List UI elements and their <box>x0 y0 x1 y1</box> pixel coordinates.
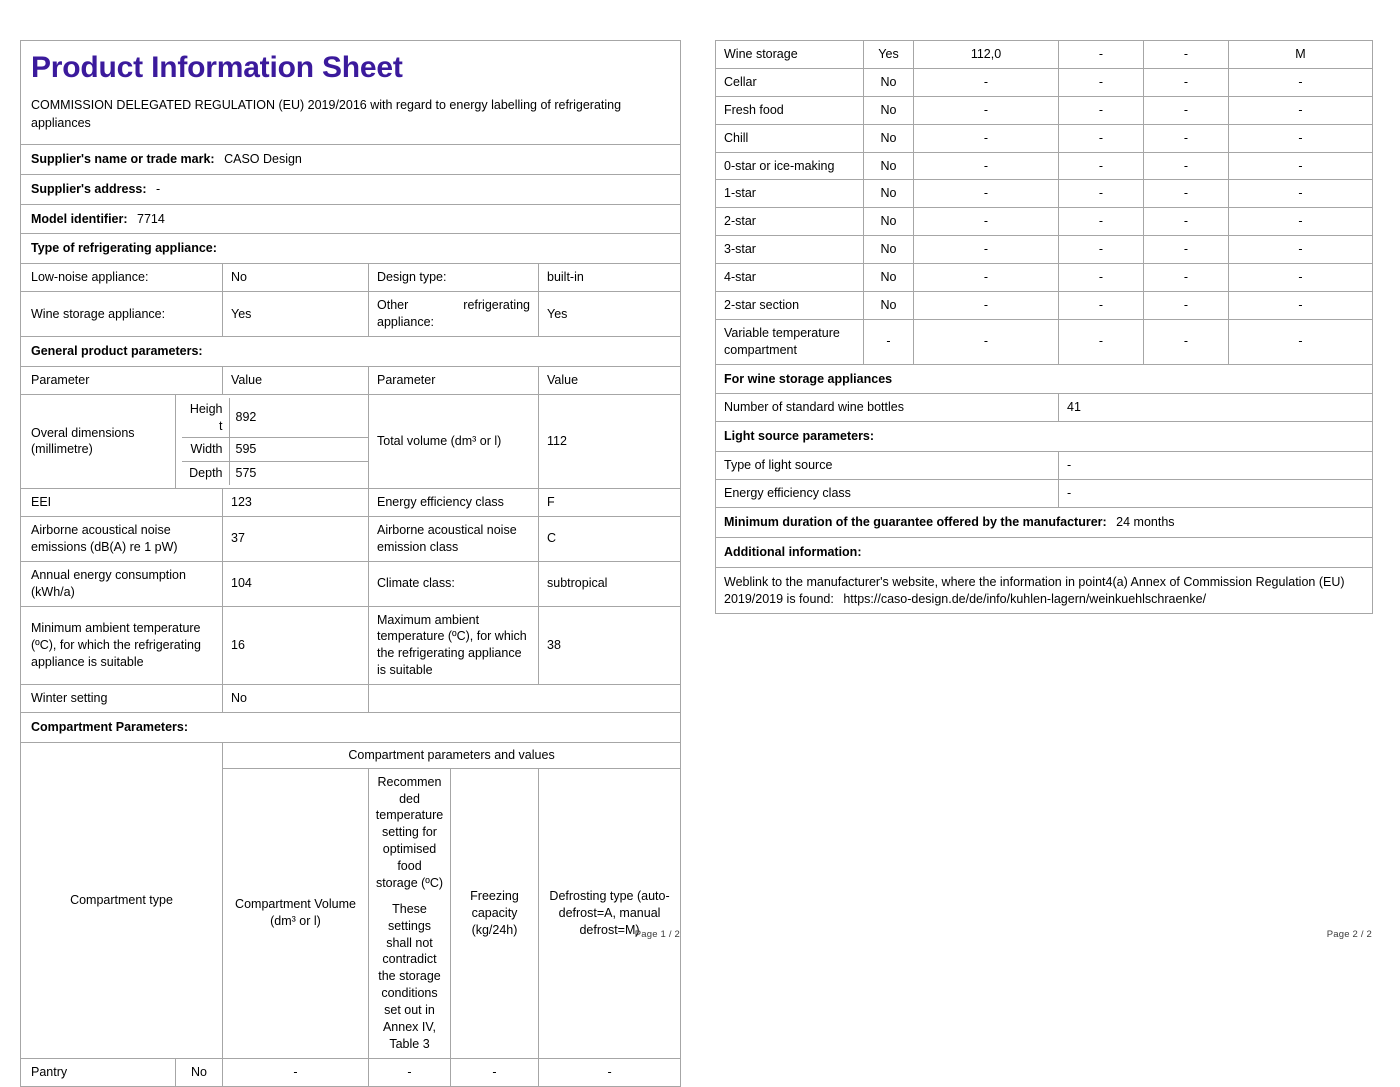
compartment-defrost-cellar: - <box>1229 68 1373 96</box>
compartment-present-2-star: No <box>864 208 914 236</box>
compartment-type-chill: Chill <box>716 124 864 152</box>
compartment-temperature-variable-temperature: - <box>1059 319 1144 364</box>
compartment-freezing-4-star: - <box>1144 264 1229 292</box>
compartment-type-pantry: Pantry <box>21 1058 176 1086</box>
weblink-url[interactable]: https://caso-design.de/de/info/kuhlen-lagern/weinkuehlschraenke/ <box>843 591 1207 606</box>
compartment-type-cellar: Cellar <box>716 68 864 96</box>
light-source-type-value: - <box>1059 452 1373 480</box>
winter-setting-value: No <box>223 685 369 713</box>
compartment-freezing-variable-temperature: - <box>1144 319 1229 364</box>
compartment-defrost-2-star-section: - <box>1229 291 1373 319</box>
noise-class-label: Airborne acoustical noise emission class <box>369 517 539 562</box>
compartment-freezing-pantry: - <box>451 1058 539 1086</box>
additional-info-header-row <box>716 537 1373 567</box>
table-row <box>716 291 1373 319</box>
max-ambient-temp-label: Maximum ambient temperature (ºC), for which the refrigerating appliance is suitable <box>369 606 539 685</box>
additional-info-header: Additional information: <box>716 537 1373 567</box>
page-2-table <box>715 40 1373 614</box>
compartment-type-3-star: 3-star <box>716 236 864 264</box>
compartment-present-pantry: No <box>176 1058 223 1086</box>
compartment-volume-wine-storage: 112,0 <box>914 41 1059 69</box>
compartment-temperature-2-star-section: - <box>1059 291 1144 319</box>
winter-setting-row <box>21 685 681 713</box>
model-identifier-label: Model identifier: <box>31 211 128 226</box>
guarantee-value: 24 months <box>1116 514 1175 529</box>
compartment-present-3-star: No <box>864 236 914 264</box>
compartment-defrost-fresh-food: - <box>1229 96 1373 124</box>
compartment-freezing-2-star: - <box>1144 208 1229 236</box>
low-noise-label: Low-noise appliance: <box>21 264 223 292</box>
compartment-defrost-1-star: - <box>1229 180 1373 208</box>
ambient-temperature-row <box>21 606 681 685</box>
low-noise-value: No <box>223 264 369 292</box>
supplier-name-cell <box>21 144 681 174</box>
max-ambient-temp-value: 38 <box>539 606 681 685</box>
weblink-cell <box>716 567 1373 614</box>
compartment-volume-column-header: Compartment Volume (dm³ or l) <box>223 768 369 1058</box>
appliance-type-header: Type of refrigerating appliance: <box>21 234 681 264</box>
supplier-address-value: - <box>156 181 161 196</box>
annual-energy-value: 104 <box>223 561 369 606</box>
compartment-temperature-0-star: - <box>1059 152 1144 180</box>
noise-emissions-value: 37 <box>223 517 369 562</box>
light-source-section-header: Light source parameters: <box>716 422 1373 452</box>
dimension-row-depth <box>182 462 375 485</box>
compartment-volume-4-star: - <box>914 264 1059 292</box>
winter-setting-empty <box>369 685 681 713</box>
compartment-type-2-star: 2-star <box>716 208 864 236</box>
footer-page-1: Page 1 / 2 <box>634 929 680 940</box>
compartment-type-1-star: 1-star <box>716 180 864 208</box>
dimensions-subtable <box>182 398 375 486</box>
compartment-type-2-star-section: 2-star section <box>716 291 864 319</box>
table-row <box>716 124 1373 152</box>
freezing-capacity-column-header: Freezing capacity (kg/24h) <box>451 768 539 1058</box>
design-type-label: Design type: <box>369 264 539 292</box>
table-row <box>21 1058 681 1086</box>
compartment-temperature-wine-storage: - <box>1059 41 1144 69</box>
supplier-address-cell <box>21 174 681 204</box>
col-header-parameter-2: Parameter <box>369 366 539 394</box>
compartment-volume-3-star: - <box>914 236 1059 264</box>
compartment-freezing-0-star: - <box>1144 152 1229 180</box>
table-row <box>716 319 1373 364</box>
compartment-freezing-2-star-section: - <box>1144 291 1229 319</box>
dimensions-label: Overal dimensions (millimetre) <box>21 394 176 489</box>
compartment-temperature-2-star: - <box>1059 208 1144 236</box>
table-row <box>716 264 1373 292</box>
col-header-value-1: Value <box>223 366 369 394</box>
compartment-present-wine-storage: Yes <box>864 41 914 69</box>
compartment-present-0-star: No <box>864 152 914 180</box>
dimension-name-depth: Depth <box>182 462 229 485</box>
light-source-section-row <box>716 422 1373 452</box>
min-ambient-temp-label: Minimum ambient temperature (ºC), for which the refrigerating appliance is suitable <box>21 606 223 685</box>
temperature-header-line-2: These settings shall not contradict the storage conditions set out in Annex IV, Table 3 <box>378 901 441 1051</box>
compartment-type-fresh-food: Fresh food <box>716 96 864 124</box>
other-appliance-label: Other refrigerating appliance: <box>369 292 539 337</box>
compartment-defrost-4-star: - <box>1229 264 1373 292</box>
table-row <box>716 68 1373 96</box>
compartment-defrost-chill: - <box>1229 124 1373 152</box>
wine-bottles-row <box>716 394 1373 422</box>
compartment-group-header: Compartment parameters and values <box>223 742 681 768</box>
supplier-name-row <box>21 144 681 174</box>
compartment-freezing-chill: - <box>1144 124 1229 152</box>
compartment-freezing-3-star: - <box>1144 236 1229 264</box>
total-volume-label: Total volume (dm³ or l) <box>369 394 539 489</box>
table-row <box>716 180 1373 208</box>
supplier-address-label: Supplier's address: <box>31 181 147 196</box>
appliance-type-row-2 <box>21 292 681 337</box>
compartment-type-column-header: Compartment type <box>21 742 223 1058</box>
model-identifier-cell <box>21 204 681 234</box>
compartment-volume-2-star-section: - <box>914 291 1059 319</box>
title-row <box>21 41 681 145</box>
compartment-volume-chill: - <box>914 124 1059 152</box>
wine-storage-section-header: For wine storage appliances <box>716 364 1373 394</box>
guarantee-label: Minimum duration of the guarantee offered by the manufacturer: <box>724 514 1107 529</box>
page-title: Product Information Sheet <box>31 51 403 84</box>
compartment-temperature-pantry: - <box>369 1058 451 1086</box>
model-identifier-value: 7714 <box>137 211 165 226</box>
light-source-class-row <box>716 480 1373 508</box>
compartment-volume-fresh-food: - <box>914 96 1059 124</box>
compartment-defrost-pantry: - <box>539 1058 681 1086</box>
min-ambient-temp-value: 16 <box>223 606 369 685</box>
compartment-present-chill: No <box>864 124 914 152</box>
col-header-parameter-1: Parameter <box>21 366 223 394</box>
light-source-class-value: - <box>1059 480 1373 508</box>
compartment-temperature-column-header <box>369 768 451 1058</box>
compartment-temperature-cellar: - <box>1059 68 1144 96</box>
guarantee-cell <box>716 507 1373 537</box>
compartment-freezing-wine-storage: - <box>1144 41 1229 69</box>
table-row <box>716 236 1373 264</box>
table-row <box>716 41 1373 69</box>
compartment-freezing-fresh-food: - <box>1144 96 1229 124</box>
compartment-type-4-star: 4-star <box>716 264 864 292</box>
appliance-type-row-1 <box>21 264 681 292</box>
energy-efficiency-class-label: Energy efficiency class <box>369 489 539 517</box>
dimensions-row <box>21 394 681 489</box>
wine-bottles-label: Number of standard wine bottles <box>716 394 1059 422</box>
eei-row <box>21 489 681 517</box>
compartment-temperature-3-star: - <box>1059 236 1144 264</box>
table-row <box>716 208 1373 236</box>
general-parameters-column-headers <box>21 366 681 394</box>
compartment-type-0-star: 0-star or ice-making <box>716 152 864 180</box>
climate-class-value: subtropical <box>539 561 681 606</box>
dimension-row-width <box>182 438 375 462</box>
eei-label: EEI <box>21 489 223 517</box>
compartment-volume-pantry: - <box>223 1058 369 1086</box>
compartment-present-fresh-food: No <box>864 96 914 124</box>
model-identifier-row <box>21 204 681 234</box>
compartment-volume-variable-temperature: - <box>914 319 1059 364</box>
appliance-type-header-row <box>21 234 681 264</box>
guarantee-row <box>716 507 1373 537</box>
defrosting-type-column-header: Defrosting type (auto-defrost=A, manual defrost=M) <box>539 768 681 1058</box>
regulation-intro: COMMISSION DELEGATED REGULATION (EU) 2019/2016 with regard to energy labelling of refrigerating appliances <box>31 97 622 130</box>
compartment-parameters-header-row <box>21 712 681 742</box>
light-source-class-label: Energy efficiency class <box>716 480 1059 508</box>
compartment-present-2-star-section: No <box>864 291 914 319</box>
light-source-type-row <box>716 452 1373 480</box>
supplier-address-row <box>21 174 681 204</box>
temperature-header-line-1: Recommended temperature setting for optimised food storage (ºC) <box>375 774 444 890</box>
compartment-group-header-row <box>21 742 681 768</box>
dimension-row-height <box>182 398 375 438</box>
compartment-volume-1-star: - <box>914 180 1059 208</box>
compartment-freezing-1-star: - <box>1144 180 1229 208</box>
general-parameters-header-row <box>21 336 681 366</box>
compartment-defrost-3-star: - <box>1229 236 1373 264</box>
weblink-description: Weblink to the manufacturer's website, where the information in point4(a) Annex of Commission Regulation (EU) 2019/2019 is found: <box>724 574 1345 606</box>
compartment-present-4-star: No <box>864 264 914 292</box>
weblink-row <box>716 567 1373 614</box>
compartment-volume-cellar: - <box>914 68 1059 96</box>
compartment-defrost-0-star: - <box>1229 152 1373 180</box>
title-cell <box>21 41 681 145</box>
col-header-value-2: Value <box>539 366 681 394</box>
dimension-name-width: Width <box>182 438 229 462</box>
annual-energy-label: Annual energy consumption (kWh/a) <box>21 561 223 606</box>
compartment-freezing-cellar: - <box>1144 68 1229 96</box>
wine-bottles-value: 41 <box>1059 394 1373 422</box>
table-row <box>716 152 1373 180</box>
supplier-name-value: CASO Design <box>224 151 302 166</box>
dimensions-subtable-cell <box>176 394 369 489</box>
compartment-type-wine-storage: Wine storage <box>716 41 864 69</box>
annual-energy-row <box>21 561 681 606</box>
dimension-value-width: 595 <box>229 438 375 462</box>
energy-efficiency-class-value: F <box>539 489 681 517</box>
compartment-volume-2-star: - <box>914 208 1059 236</box>
eei-value: 123 <box>223 489 369 517</box>
compartment-present-1-star: No <box>864 180 914 208</box>
compartment-present-cellar: No <box>864 68 914 96</box>
footer-page-2: Page 2 / 2 <box>1326 929 1372 940</box>
noise-row <box>21 517 681 562</box>
noise-class-value: C <box>539 517 681 562</box>
table-row <box>716 96 1373 124</box>
compartment-temperature-fresh-food: - <box>1059 96 1144 124</box>
total-volume-value: 112 <box>539 394 681 489</box>
wine-storage-section-row <box>716 364 1373 394</box>
design-type-value: built-in <box>539 264 681 292</box>
wine-storage-appliance-value: Yes <box>223 292 369 337</box>
noise-emissions-label: Airborne acoustical noise emissions (dB(A) re 1 pW) <box>21 517 223 562</box>
wine-storage-appliance-label: Wine storage appliance: <box>21 292 223 337</box>
general-parameters-header: General product parameters: <box>21 336 681 366</box>
compartment-present-variable-temperature: - <box>864 319 914 364</box>
compartment-type-variable-temperature: Variable temperature compartment <box>716 319 864 364</box>
compartment-temperature-4-star: - <box>1059 264 1144 292</box>
supplier-name-label: Supplier's name or trade mark: <box>31 151 215 166</box>
dimension-value-depth: 575 <box>229 462 375 485</box>
page-2-column <box>715 40 1372 614</box>
other-appliance-value: Yes <box>539 292 681 337</box>
climate-class-label: Climate class: <box>369 561 539 606</box>
dimension-name-height: Height <box>182 398 229 438</box>
compartment-temperature-1-star: - <box>1059 180 1144 208</box>
compartment-defrost-variable-temperature: - <box>1229 319 1373 364</box>
winter-setting-label: Winter setting <box>21 685 223 713</box>
compartment-parameters-header: Compartment Parameters: <box>21 712 681 742</box>
compartment-defrost-2-star: - <box>1229 208 1373 236</box>
light-source-type-label: Type of light source <box>716 452 1059 480</box>
dimension-value-height: 892 <box>229 398 375 438</box>
compartment-defrost-wine-storage: M <box>1229 41 1373 69</box>
temperature-header-spacer <box>375 892 444 901</box>
compartment-temperature-chill: - <box>1059 124 1144 152</box>
compartment-volume-0-star: - <box>914 152 1059 180</box>
